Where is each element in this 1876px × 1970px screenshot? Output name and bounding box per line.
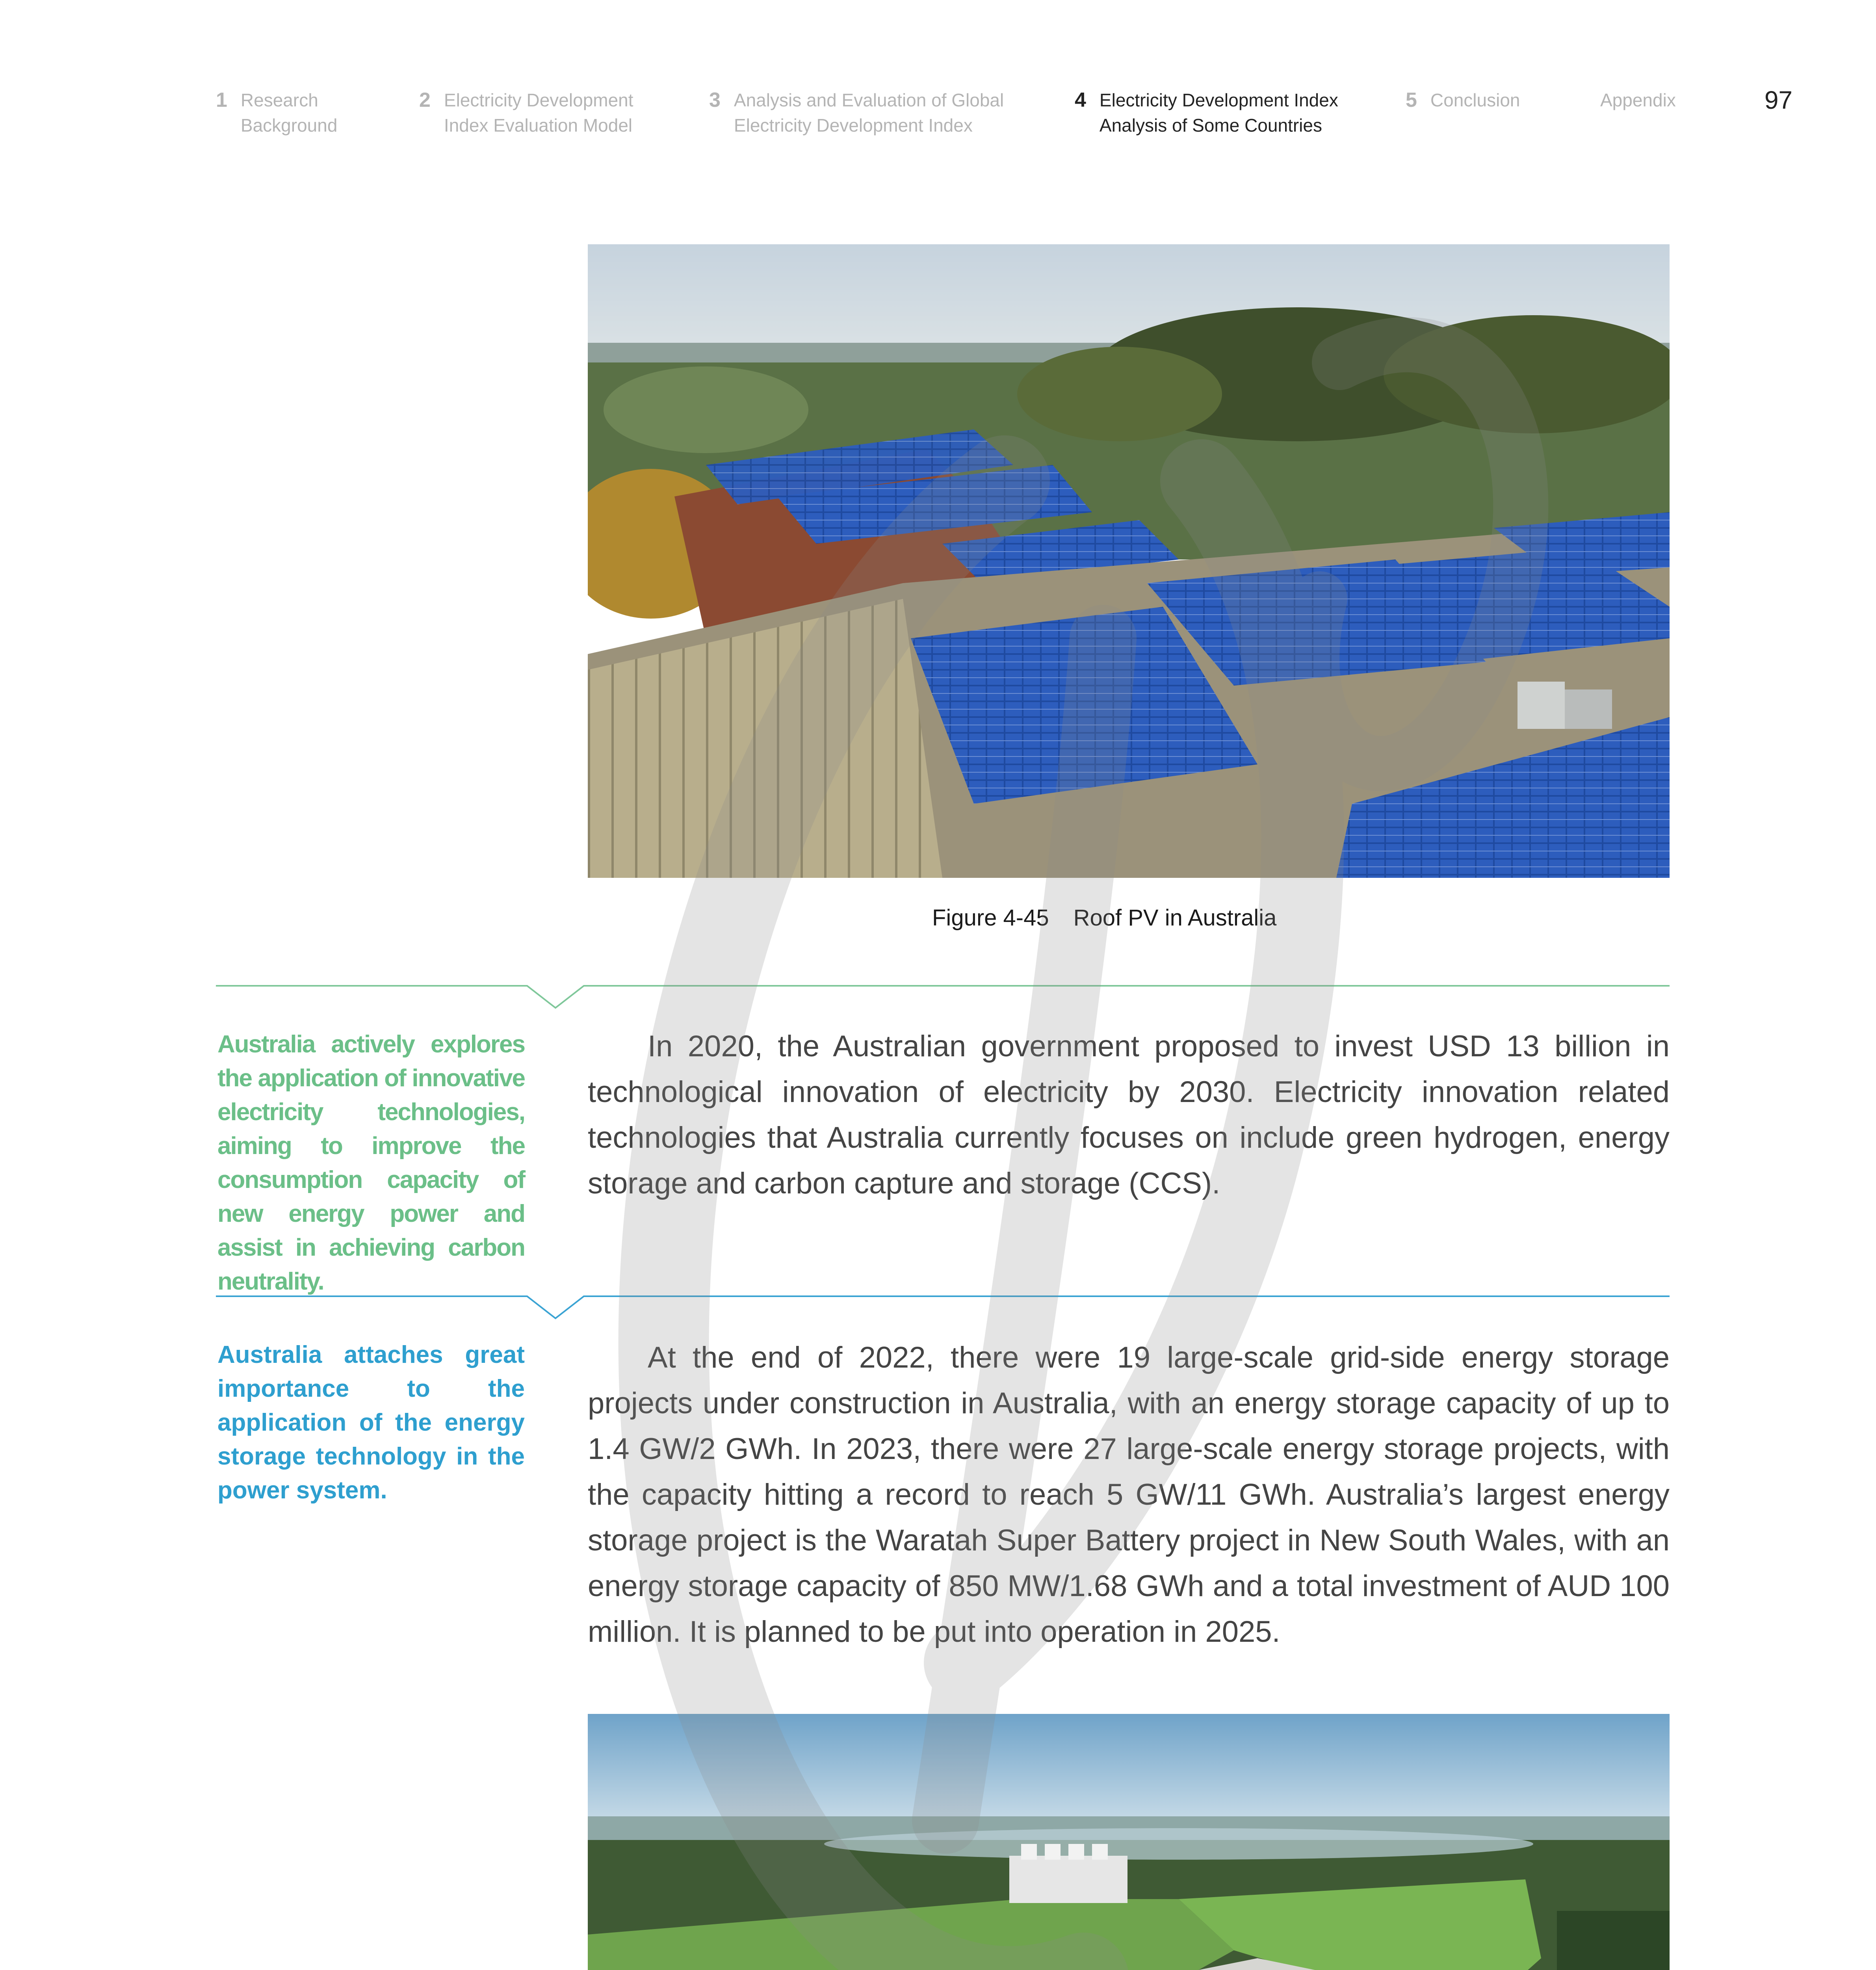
nav-label-line1: Electricity Development Index <box>1099 90 1338 110</box>
nav-label-line1: Analysis and Evaluation of Global <box>734 90 1004 110</box>
side-note-innovation: Australia actively explores the application of innovative electricity technologies, aiming to improve the consumption capacity of new energy power and assist in achieving carbon neutrality. <box>217 1031 525 1295</box>
nav-item-appendix[interactable] <box>1600 87 1676 113</box>
nav-number: 3 <box>709 89 721 112</box>
nav-label-line2: Electricity Development Index <box>734 115 973 136</box>
nav-item-3[interactable] <box>709 87 1004 138</box>
nav-number: 2 <box>419 89 431 112</box>
rooftop-pv-illustration <box>588 244 1670 878</box>
figure-caption-text: Roof PV in Australia <box>1073 905 1277 931</box>
page-number: 97 <box>1764 86 1792 114</box>
nav-item-2[interactable] <box>419 87 633 138</box>
figure-4-45-caption <box>932 904 1276 932</box>
figure-number: Figure 4-45 <box>932 905 1049 931</box>
paragraph-innovation: In 2020, the Australian government proposed to invest USD 13 billion in technological innovation of electricity by 2030. Electricity innovation related technologies that Australia currently focuses on include green hydrogen, energy storage and carbon capture and storage (CCS). <box>588 1030 1670 1200</box>
section-divider-green <box>216 983 1670 1011</box>
nav-number: 4 <box>1075 89 1086 112</box>
side-note-energy-storage: Australia attaches great importance to the application of the energy storage technology in the power system. <box>217 1341 525 1504</box>
nav-label-line2: Background <box>240 115 338 136</box>
nav-item-4[interactable] <box>1075 87 1338 138</box>
nav-number: 5 <box>1406 89 1417 112</box>
figure-waratah-battery-image <box>588 1714 1670 1970</box>
nav-label-line1: Electricity Development <box>444 90 633 110</box>
nav-label-line2: Index Evaluation Model <box>444 115 633 136</box>
chapter-nav <box>0 87 1876 151</box>
nav-label-line2: Analysis of Some Countries <box>1099 115 1322 136</box>
battery-storage-illustration <box>588 1714 1670 1970</box>
nav-label-line1: Conclusion <box>1430 90 1520 110</box>
nav-label-line1: Research <box>240 90 318 110</box>
nav-label-line1: Appendix <box>1600 90 1676 110</box>
nav-item-1[interactable] <box>216 87 337 138</box>
nav-number: 1 <box>216 89 227 112</box>
figure-rooftop-pv-image <box>588 244 1670 878</box>
nav-item-5[interactable] <box>1406 87 1520 113</box>
paragraph-energy-storage: At the end of 2022, there were 19 large-scale grid-side energy storage projects under construction in Australia, with an energy storage capacity of up to 1.4 GW/2 GWh. In 2023, there were 27 large-scale energy storage projects, with the capacity hitting a record to reach 5 GW/11 GWh. Australia’s largest energy storage project is the Waratah Super Battery project in New South Wales, with an energy storage capacity of 850 MW/1.68 GWh and a total investment of AUD 100 million. It is planned to be put into operation in 2025. <box>588 1341 1670 1648</box>
section-divider-blue <box>216 1294 1670 1321</box>
